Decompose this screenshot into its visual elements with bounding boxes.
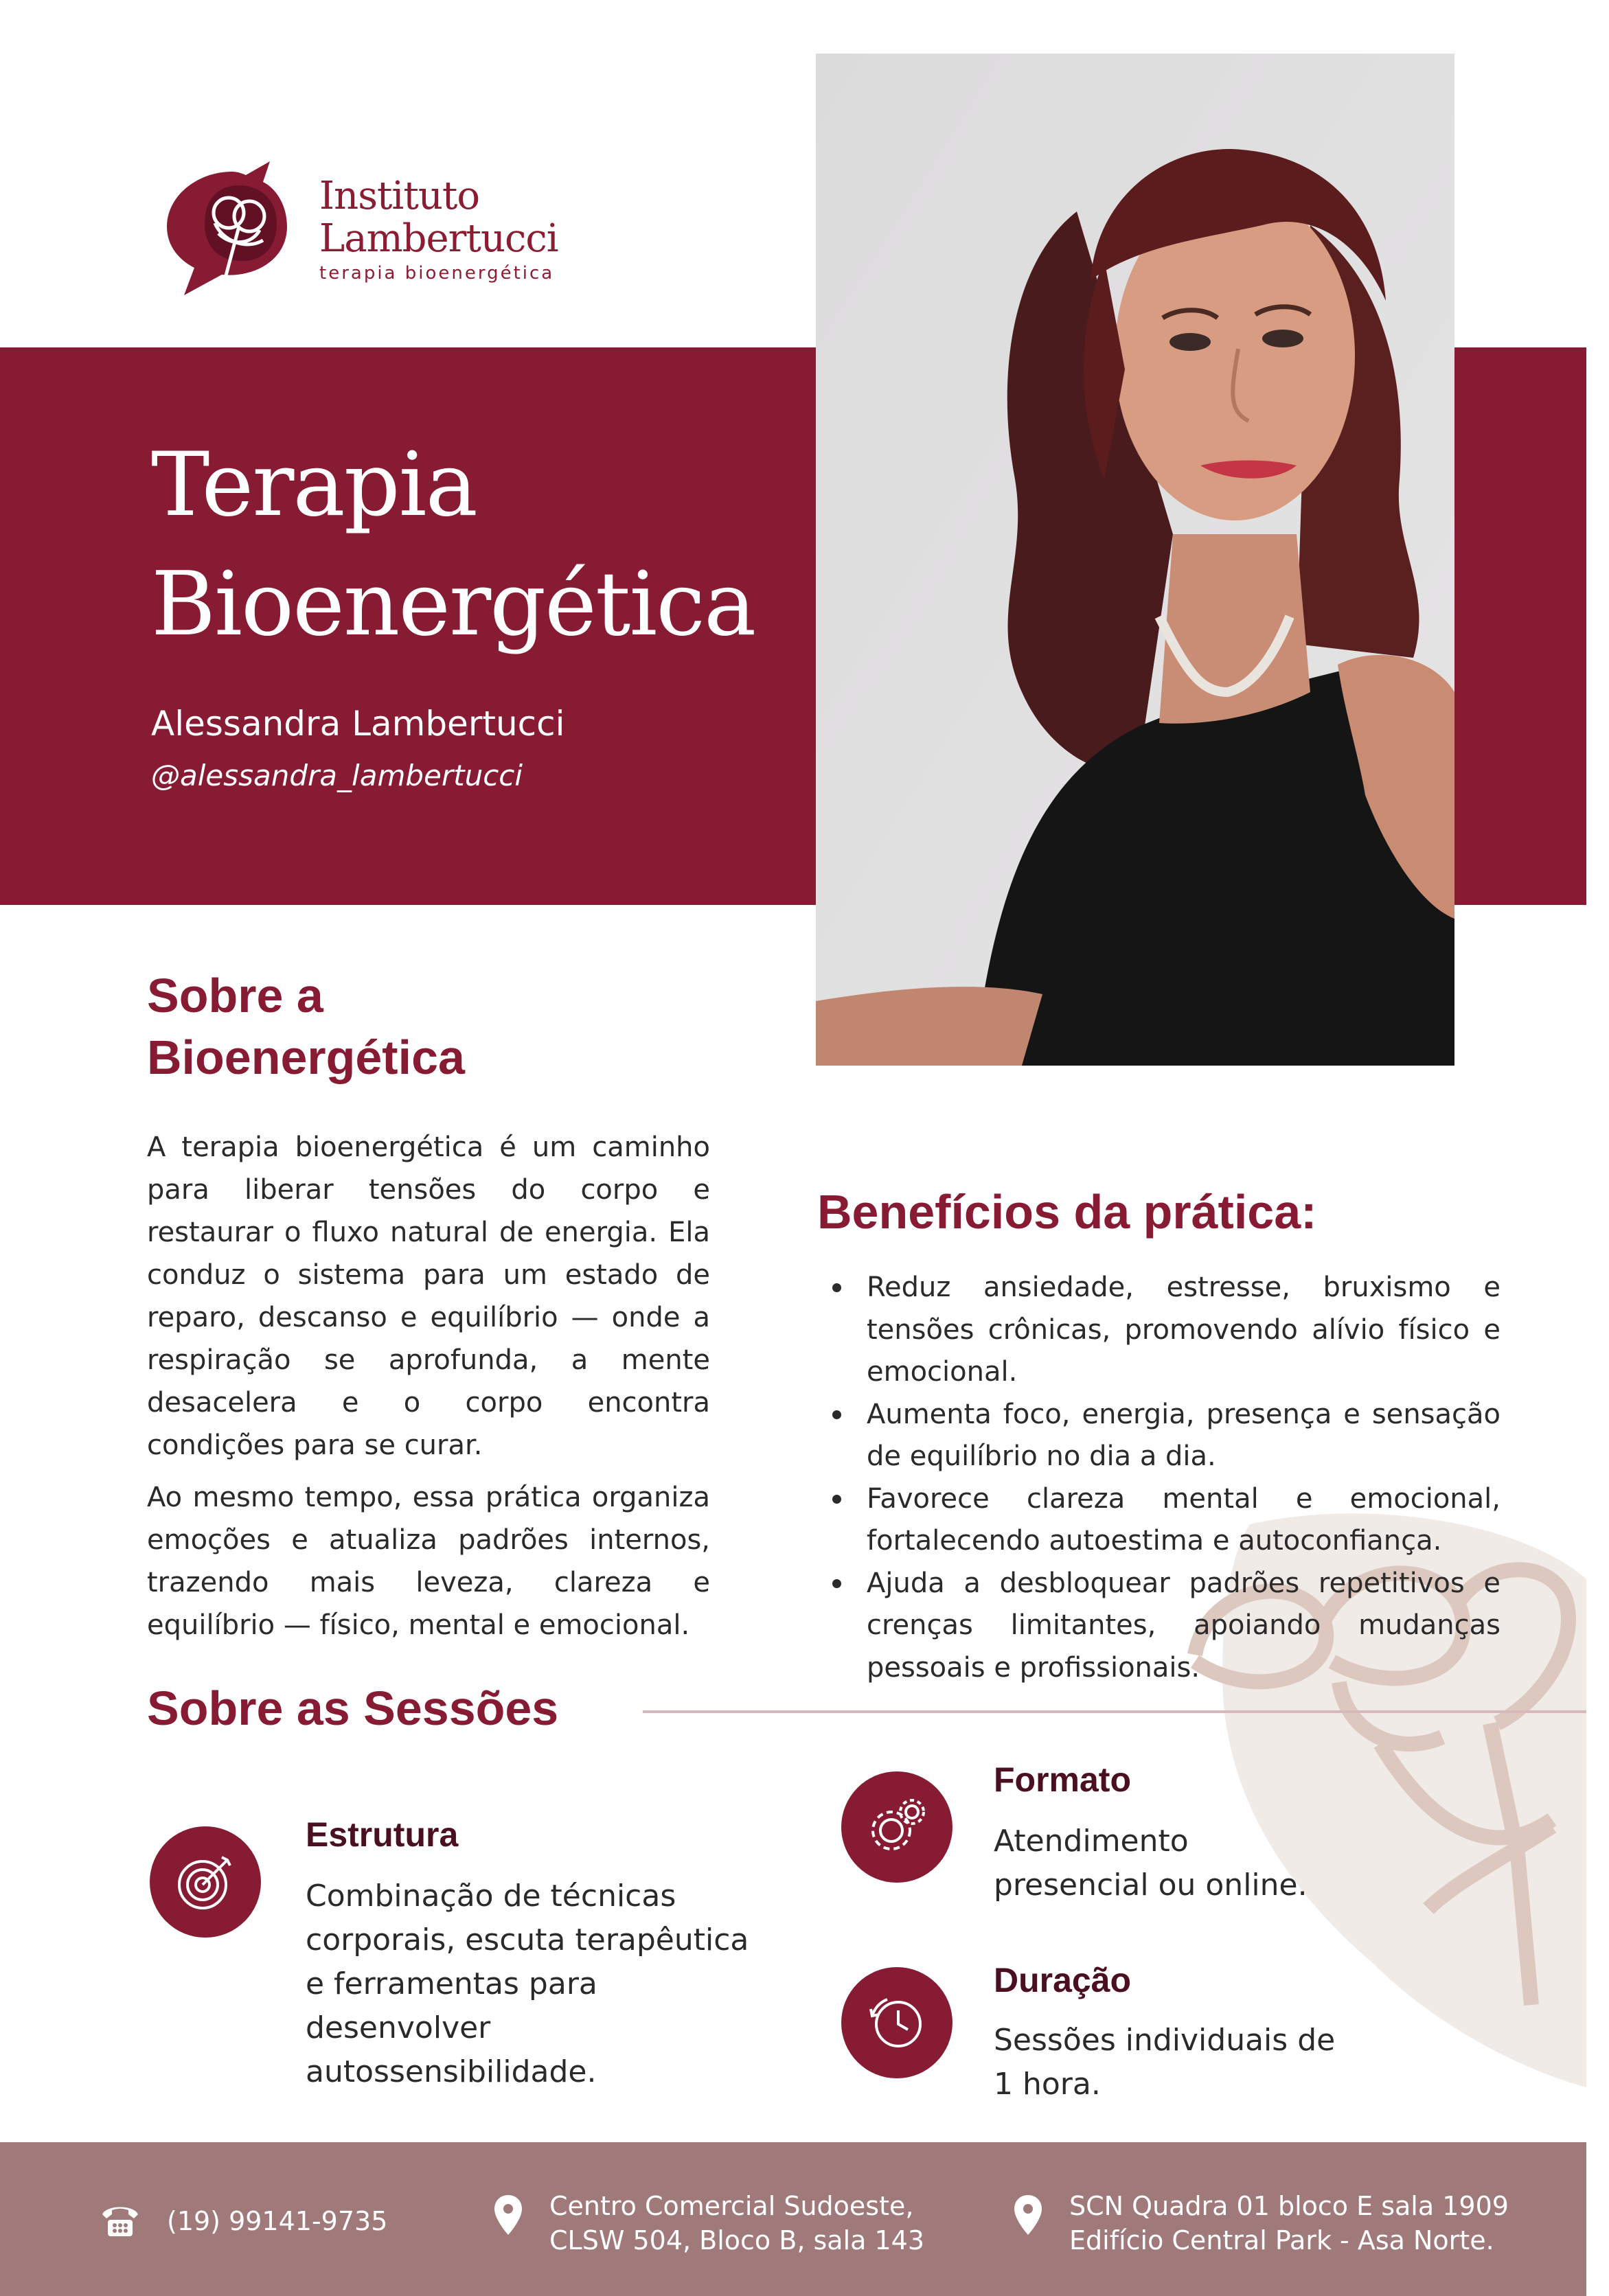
benefit-text: Aumenta foco, energia, presença e sensação de equilíbrio no dia a dia. bbox=[867, 1398, 1500, 1472]
brand-line2: Lambertucci bbox=[319, 216, 558, 261]
footer-address-2 bbox=[1069, 2189, 1509, 2258]
benefit-text: Ajuda a desbloquear padrões repetitivos e crenças limitantes, apoiando mudanças pessoais e profissionais. bbox=[867, 1567, 1500, 1684]
portrait-illustration bbox=[816, 54, 1454, 1066]
about-paragraph-1: A terapia bioenergética é um caminho para liberar tensões do corpo e restaurar o fluxo natural de energia. Ela conduz o sistema para um estado de reparo, descanso e equilíbrio — onde a respiração se aprofunda, a mente desacelera e o corpo encontra condições para se curar. bbox=[147, 1132, 710, 1461]
address-2-line1: SCN Quadra 01 bloco E sala 1909 bbox=[1069, 2191, 1509, 2221]
target-icon bbox=[171, 1848, 240, 1916]
brand-logo bbox=[157, 158, 569, 302]
footer-phone[interactable]: (19) 99141-9735 bbox=[167, 2206, 388, 2236]
benefit-item bbox=[824, 1267, 1500, 1394]
social-handle[interactable]: @alessandra_lambertucci bbox=[151, 759, 523, 792]
duration-title: Duração bbox=[994, 1961, 1132, 1999]
benefits-heading: Benefícios da prática: bbox=[817, 1185, 1317, 1239]
benefits-list bbox=[824, 1267, 1500, 1689]
structure-icon-badge bbox=[150, 1826, 261, 1938]
structure-text: Combinação de técnicas corporais, escuta terapêutica e ferramentas para desenvolver autossensibilidade. bbox=[306, 1879, 749, 2089]
format-title: Formato bbox=[994, 1760, 1131, 1799]
footer-address-1 bbox=[549, 2189, 924, 2258]
about-paragraph-2: Ao mesmo tempo, essa prática organiza emoções e atualiza padrões internos, trazendo mais leveza, clareza e equilíbrio — físico, mental e emocional. bbox=[147, 1482, 710, 1641]
duration-icon-badge bbox=[841, 1967, 952, 2078]
brand-tagline: terapia bioenergética bbox=[319, 263, 555, 284]
address-2-line2: Edifício Central Park - Asa Norte. bbox=[1069, 2225, 1494, 2255]
benefit-item bbox=[824, 1394, 1500, 1478]
bullet-icon bbox=[832, 1579, 841, 1588]
hero-title-line2: Bioenergética bbox=[151, 553, 755, 656]
structure-title: Estrutura bbox=[306, 1815, 459, 1854]
location-pin-icon bbox=[1013, 2194, 1043, 2236]
hero-title bbox=[151, 426, 838, 665]
hero-title-line1: Terapia bbox=[151, 434, 477, 536]
therapist-photo bbox=[816, 54, 1454, 1066]
brand-logo-icon bbox=[157, 158, 308, 302]
phone-icon bbox=[100, 2201, 141, 2239]
location-pin-icon bbox=[493, 2194, 523, 2236]
brand-line1: Instituto bbox=[319, 174, 480, 218]
format-text: Atendimento presencial ou online. bbox=[994, 1824, 1308, 1903]
clock-icon bbox=[863, 1988, 931, 2057]
brand-wordmark bbox=[319, 175, 558, 284]
bullet-icon bbox=[832, 1410, 841, 1419]
benefit-text: Reduz ansiedade, estresse, bruxismo e tensões crônicas, promovendo alívio físico e emocional. bbox=[867, 1272, 1500, 1388]
therapist-name: Alessandra Lambertucci bbox=[151, 704, 565, 744]
section-divider bbox=[643, 1710, 1586, 1713]
about-heading bbox=[147, 965, 628, 1088]
benefit-item bbox=[824, 1478, 1500, 1563]
about-heading-line2: Bioenergética bbox=[147, 1031, 465, 1084]
address-1-line2: CLSW 504, Bloco B, sala 143 bbox=[549, 2225, 925, 2255]
benefit-text: Favorece clareza mental e emocional, fortalecendo autoestima e autoconfiança. bbox=[867, 1482, 1500, 1557]
sessions-heading: Sobre as Sessões bbox=[147, 1681, 559, 1735]
bullet-icon bbox=[832, 1495, 841, 1504]
benefit-item bbox=[824, 1563, 1500, 1690]
address-1-line1: Centro Comercial Sudoeste, bbox=[549, 2191, 914, 2221]
gears-icon bbox=[863, 1793, 931, 1861]
format-icon-badge bbox=[841, 1771, 952, 1883]
duration-text: Sessões individuais de 1 hora. bbox=[994, 2023, 1336, 2102]
bullet-icon bbox=[832, 1283, 841, 1292]
about-heading-line1: Sobre a bbox=[147, 969, 323, 1022]
